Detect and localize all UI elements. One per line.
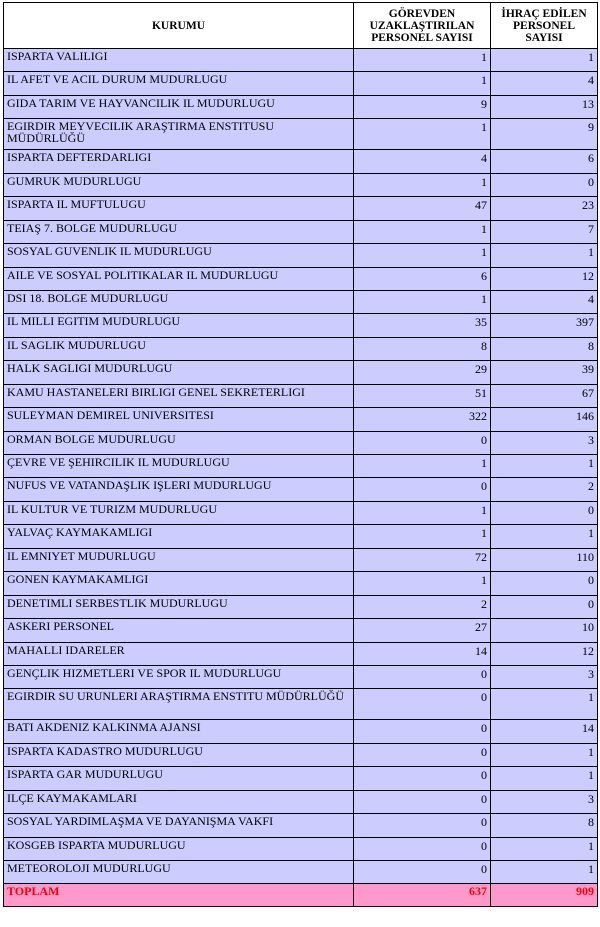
dismissed-cell: 67 bbox=[491, 384, 598, 407]
institution-cell: GUMRUK MUDURLUGU bbox=[4, 173, 354, 196]
table-row bbox=[4, 790, 598, 813]
dismissed-cell: 10 bbox=[491, 619, 598, 642]
institution-cell: EGIRDIR SU URUNLERI ARAŞTIRMA ENSTITU MÜDÜRLÜĞÜ bbox=[4, 689, 354, 720]
table-body bbox=[4, 49, 598, 884]
table-row bbox=[4, 197, 598, 220]
header-row bbox=[4, 3, 598, 49]
dismissed-cell: 12 bbox=[491, 267, 598, 290]
institution-cell: METEOROLOJI MUDURLUGU bbox=[4, 861, 354, 884]
institution-cell: SULEYMAN DEMIREL UNIVERSITESI bbox=[4, 408, 354, 431]
table-row bbox=[4, 861, 598, 884]
institution-cell: ISPARTA VALILIGI bbox=[4, 49, 354, 72]
dismissed-cell: 1 bbox=[491, 49, 598, 72]
suspended-cell: 0 bbox=[354, 837, 491, 860]
dismissed-cell: 8 bbox=[491, 814, 598, 837]
table-row bbox=[4, 572, 598, 595]
total-dismissed: 909 bbox=[491, 884, 598, 907]
institution-cell: KAMU HASTANELERI BIRLIGI GENEL SEKRETERLIGI bbox=[4, 384, 354, 407]
table-row bbox=[4, 837, 598, 860]
institution-cell: IL SAGLIK MUDURLUGU bbox=[4, 337, 354, 360]
dismissed-cell: 110 bbox=[491, 548, 598, 571]
dismissed-cell: 1 bbox=[491, 767, 598, 790]
suspended-cell: 1 bbox=[354, 244, 491, 267]
dismissed-cell: 7 bbox=[491, 220, 598, 243]
table-row bbox=[4, 220, 598, 243]
dismissed-cell: 1 bbox=[491, 244, 598, 267]
suspended-cell: 1 bbox=[354, 501, 491, 524]
table-row bbox=[4, 720, 598, 743]
suspended-cell: 0 bbox=[354, 814, 491, 837]
dismissed-cell: 4 bbox=[491, 72, 598, 95]
dismissed-cell: 3 bbox=[491, 665, 598, 688]
institution-cell: YALVAÇ KAYMAKAMLIGI bbox=[4, 525, 354, 548]
personnel-table bbox=[3, 2, 598, 907]
institution-cell: ASKERI PERSONEL bbox=[4, 619, 354, 642]
suspended-cell: 0 bbox=[354, 743, 491, 766]
header-suspended: GÖREVDEN UZAKLAŞTIRILAN PERSONEL SAYISI bbox=[354, 3, 491, 49]
institution-cell: DSI 18. BOLGE MUDURLUGU bbox=[4, 290, 354, 313]
table-row bbox=[4, 689, 598, 720]
dismissed-cell: 146 bbox=[491, 408, 598, 431]
suspended-cell: 0 bbox=[354, 689, 491, 720]
table-row bbox=[4, 244, 598, 267]
institution-cell: IL MILLI EGITIM MUDURLUGU bbox=[4, 314, 354, 337]
dismissed-cell: 1 bbox=[491, 525, 598, 548]
dismissed-cell: 8 bbox=[491, 337, 598, 360]
institution-cell: ISPARTA KADASTRO MUDURLUGU bbox=[4, 743, 354, 766]
dismissed-cell: 23 bbox=[491, 197, 598, 220]
dismissed-cell: 0 bbox=[491, 572, 598, 595]
institution-cell: EGIRDIR MEYVECILIK ARAŞTIRMA ENSTITUSU MÜDÜRLÜĞÜ bbox=[4, 119, 354, 150]
suspended-cell: 0 bbox=[354, 665, 491, 688]
table-row bbox=[4, 525, 598, 548]
table-row bbox=[4, 619, 598, 642]
table-row bbox=[4, 150, 598, 173]
table-row bbox=[4, 665, 598, 688]
table-row bbox=[4, 384, 598, 407]
institution-cell: ISPARTA IL MUFTULUGU bbox=[4, 197, 354, 220]
institution-cell: GENÇLIK HIZMETLERI VE SPOR IL MUDURLUGU bbox=[4, 665, 354, 688]
suspended-cell: 6 bbox=[354, 267, 491, 290]
table-row bbox=[4, 501, 598, 524]
institution-cell: IL EMNIYET MUDURLUGU bbox=[4, 548, 354, 571]
suspended-cell: 2 bbox=[354, 595, 491, 618]
suspended-cell: 1 bbox=[354, 49, 491, 72]
dismissed-cell: 2 bbox=[491, 478, 598, 501]
table-row bbox=[4, 49, 598, 72]
suspended-cell: 1 bbox=[354, 455, 491, 478]
header-institution: KURUMU bbox=[4, 3, 354, 49]
suspended-cell: 51 bbox=[354, 384, 491, 407]
table-row bbox=[4, 267, 598, 290]
dismissed-cell: 1 bbox=[491, 837, 598, 860]
dismissed-cell: 12 bbox=[491, 642, 598, 665]
institution-cell: AILE VE SOSYAL POLITIKALAR IL MUDURLUGU bbox=[4, 267, 354, 290]
table-row bbox=[4, 314, 598, 337]
total-suspended: 637 bbox=[354, 884, 491, 907]
table-row bbox=[4, 290, 598, 313]
institution-cell: ORMAN BOLGE MUDURLUGU bbox=[4, 431, 354, 454]
institution-cell: TEIAŞ 7. BOLGE MUDURLUGU bbox=[4, 220, 354, 243]
suspended-cell: 9 bbox=[354, 95, 491, 118]
suspended-cell: 29 bbox=[354, 361, 491, 384]
suspended-cell: 0 bbox=[354, 720, 491, 743]
dismissed-cell: 3 bbox=[491, 431, 598, 454]
dismissed-cell: 4 bbox=[491, 290, 598, 313]
institution-cell: GIDA TARIM VE HAYVANCILIK IL MUDURLUGU bbox=[4, 95, 354, 118]
institution-cell: BATI AKDENIZ KALKINMA AJANSI bbox=[4, 720, 354, 743]
total-label: TOPLAM bbox=[4, 884, 354, 907]
table-row bbox=[4, 119, 598, 150]
suspended-cell: 0 bbox=[354, 431, 491, 454]
suspended-cell: 0 bbox=[354, 790, 491, 813]
header-dismissed: İHRAÇ EDİLEN PERSONEL SAYISI bbox=[491, 3, 598, 49]
table-row bbox=[4, 814, 598, 837]
suspended-cell: 1 bbox=[354, 72, 491, 95]
suspended-cell: 0 bbox=[354, 767, 491, 790]
institution-cell: DENETIMLI SERBESTLIK MUDURLUGU bbox=[4, 595, 354, 618]
suspended-cell: 35 bbox=[354, 314, 491, 337]
institution-cell: ILÇE KAYMAKAMLARI bbox=[4, 790, 354, 813]
institution-cell: IL KULTUR VE TURIZM MUDURLUGU bbox=[4, 501, 354, 524]
institution-cell: ISPARTA GAR MUDURLUGU bbox=[4, 767, 354, 790]
dismissed-cell: 1 bbox=[491, 689, 598, 720]
suspended-cell: 1 bbox=[354, 290, 491, 313]
table-row bbox=[4, 743, 598, 766]
institution-cell: IL AFET VE ACIL DURUM MUDURLUGU bbox=[4, 72, 354, 95]
dismissed-cell: 0 bbox=[491, 173, 598, 196]
suspended-cell: 322 bbox=[354, 408, 491, 431]
suspended-cell: 14 bbox=[354, 642, 491, 665]
dismissed-cell: 1 bbox=[491, 455, 598, 478]
suspended-cell: 8 bbox=[354, 337, 491, 360]
institution-cell: SOSYAL GUVENLIK IL MUDURLUGU bbox=[4, 244, 354, 267]
institution-cell: NUFUS VE VATANDAŞLIK IŞLERI MUDURLUGU bbox=[4, 478, 354, 501]
dismissed-cell: 0 bbox=[491, 501, 598, 524]
table-row bbox=[4, 478, 598, 501]
dismissed-cell: 13 bbox=[491, 95, 598, 118]
dismissed-cell: 6 bbox=[491, 150, 598, 173]
dismissed-cell: 1 bbox=[491, 743, 598, 766]
institution-cell: HALK SAGLIGI MUDURLUGU bbox=[4, 361, 354, 384]
dismissed-cell: 397 bbox=[491, 314, 598, 337]
dismissed-cell: 9 bbox=[491, 119, 598, 150]
dismissed-cell: 39 bbox=[491, 361, 598, 384]
institution-cell: SOSYAL YARDIMLAŞMA VE DAYANIŞMA VAKFI bbox=[4, 814, 354, 837]
suspended-cell: 27 bbox=[354, 619, 491, 642]
table-row bbox=[4, 642, 598, 665]
dismissed-cell: 14 bbox=[491, 720, 598, 743]
suspended-cell: 0 bbox=[354, 861, 491, 884]
table-row bbox=[4, 767, 598, 790]
suspended-cell: 0 bbox=[354, 478, 491, 501]
table-row bbox=[4, 408, 598, 431]
table-row bbox=[4, 361, 598, 384]
suspended-cell: 1 bbox=[354, 525, 491, 548]
table-row bbox=[4, 95, 598, 118]
institution-cell: ÇEVRE VE ŞEHIRCILIK IL MUDURLUGU bbox=[4, 455, 354, 478]
table-row bbox=[4, 455, 598, 478]
suspended-cell: 1 bbox=[354, 572, 491, 595]
suspended-cell: 47 bbox=[354, 197, 491, 220]
table-row bbox=[4, 337, 598, 360]
table-row bbox=[4, 173, 598, 196]
suspended-cell: 1 bbox=[354, 119, 491, 150]
institution-cell: MAHALLI IDARELER bbox=[4, 642, 354, 665]
suspended-cell: 72 bbox=[354, 548, 491, 571]
dismissed-cell: 0 bbox=[491, 595, 598, 618]
institution-cell: GONEN KAYMAKAMLIGI bbox=[4, 572, 354, 595]
table-row bbox=[4, 595, 598, 618]
institution-cell: KOSGEB ISPARTA MUDURLUGU bbox=[4, 837, 354, 860]
dismissed-cell: 3 bbox=[491, 790, 598, 813]
table-row bbox=[4, 72, 598, 95]
dismissed-cell: 1 bbox=[491, 861, 598, 884]
suspended-cell: 1 bbox=[354, 220, 491, 243]
table-row bbox=[4, 548, 598, 571]
institution-cell: ISPARTA DEFTERDARLIGI bbox=[4, 150, 354, 173]
suspended-cell: 4 bbox=[354, 150, 491, 173]
suspended-cell: 1 bbox=[354, 173, 491, 196]
total-row bbox=[4, 884, 598, 907]
table-row bbox=[4, 431, 598, 454]
